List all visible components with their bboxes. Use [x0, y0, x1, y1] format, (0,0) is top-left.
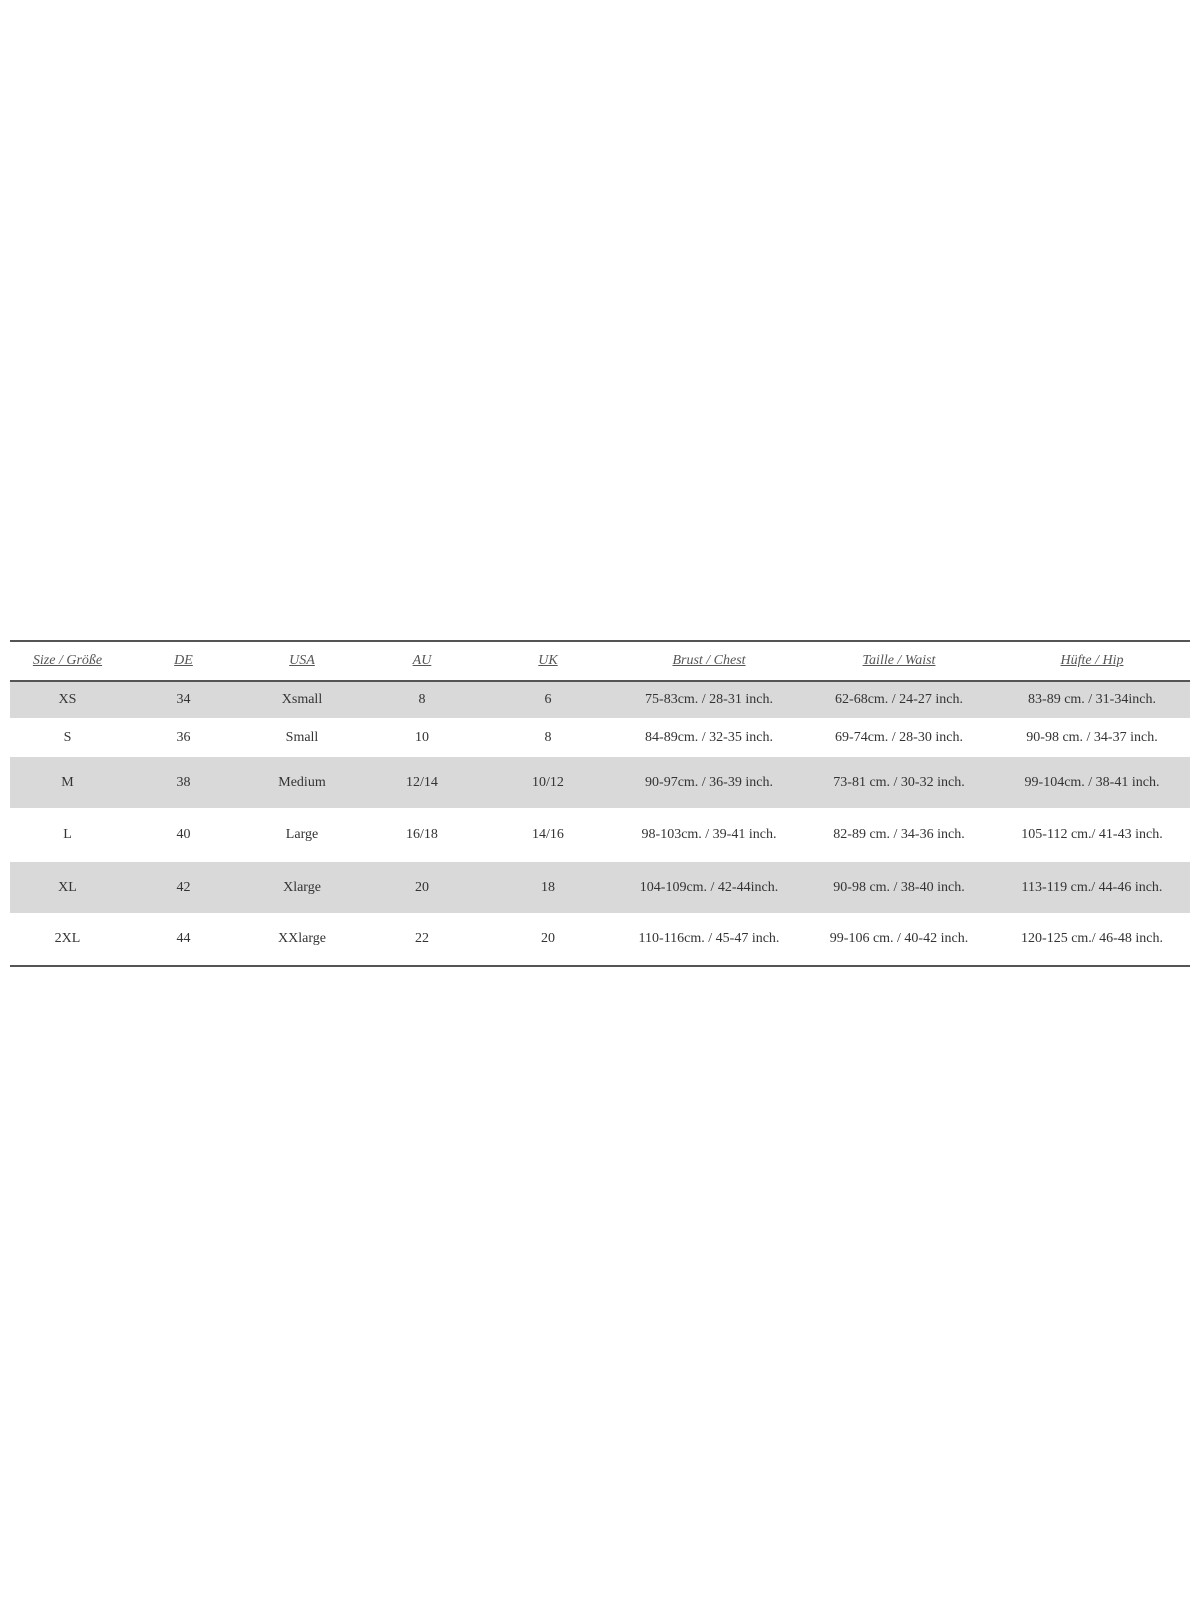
- cell-usa: Large: [285, 827, 319, 842]
- cell-waist: 90-98 cm. / 38-40 inch.: [804, 862, 994, 913]
- cell-de: 44: [176, 931, 191, 946]
- cell-waist: 73-81 cm. / 30-32 inch.: [804, 757, 994, 808]
- header-usa: USA: [289, 653, 315, 668]
- header-chest: Brust / Chest: [672, 653, 746, 668]
- cell-chest: 104-109cm. / 42-44inch.: [614, 862, 804, 913]
- cell-waist: 99-106 cm. / 40-42 inch.: [829, 931, 969, 946]
- table-row: [10, 681, 1190, 718]
- header-row: [10, 642, 1190, 681]
- cell-hip: 113-119 cm./ 44-46 inch.: [994, 862, 1190, 913]
- cell-usa: Medium: [242, 757, 362, 808]
- cell-uk: 20: [541, 931, 555, 946]
- cell-waist: 69-74cm. / 28-30 inch.: [835, 729, 963, 745]
- table-row: [10, 757, 1190, 808]
- cell-hip: 120-125 cm./ 46-48 inch.: [1021, 931, 1163, 946]
- size-chart-table: [10, 642, 1190, 965]
- cell-uk: 18: [482, 862, 614, 913]
- header-uk: UK: [538, 653, 558, 668]
- cell-size: XL: [10, 862, 125, 913]
- header-size: Size / Größe: [32, 653, 103, 668]
- cell-chest: 75-83cm. / 28-31 inch.: [614, 681, 804, 718]
- cell-hip: 83-89 cm. / 31-34inch.: [994, 681, 1190, 718]
- cell-hip: 105-112 cm./ 41-43 inch.: [1021, 827, 1163, 842]
- header-hip: Hüfte / Hip: [1060, 653, 1124, 668]
- table-row: [10, 862, 1190, 913]
- header-de: DE: [174, 653, 193, 668]
- cell-usa: XXlarge: [278, 931, 326, 946]
- cell-au: 22: [415, 931, 429, 946]
- cell-au: 16/18: [406, 827, 438, 842]
- cell-au: 10: [415, 729, 429, 745]
- cell-uk: 8: [544, 729, 552, 745]
- header-au: AU: [412, 653, 432, 668]
- cell-size: M: [10, 757, 125, 808]
- header-waist: Taille / Waist: [862, 653, 936, 668]
- cell-uk: 6: [482, 681, 614, 718]
- cell-usa: Xsmall: [242, 681, 362, 718]
- table-row: [10, 808, 1190, 862]
- cell-uk: 14/16: [532, 827, 564, 842]
- cell-usa: Small: [285, 729, 319, 745]
- table-row: [10, 718, 1190, 757]
- cell-de: 38: [125, 757, 242, 808]
- cell-au: 12/14: [362, 757, 482, 808]
- cell-au: 8: [362, 681, 482, 718]
- cell-chest: 90-97cm. / 36-39 inch.: [614, 757, 804, 808]
- cell-waist: 62-68cm. / 24-27 inch.: [804, 681, 994, 718]
- cell-chest: 98-103cm. / 39-41 inch.: [641, 827, 777, 842]
- cell-au: 20: [362, 862, 482, 913]
- cell-waist: 82-89 cm. / 34-36 inch.: [833, 827, 965, 842]
- cell-hip: 99-104cm. / 38-41 inch.: [994, 757, 1190, 808]
- cell-hip: 90-98 cm. / 34-37 inch.: [1026, 729, 1158, 745]
- cell-uk: 10/12: [482, 757, 614, 808]
- cell-size: S: [63, 729, 72, 745]
- cell-de: 36: [176, 729, 191, 745]
- cell-chest: 84-89cm. / 32-35 inch.: [645, 729, 773, 745]
- cell-size: 2XL: [54, 931, 81, 946]
- cell-usa: Xlarge: [242, 862, 362, 913]
- table-row: [10, 913, 1190, 965]
- cell-size: XS: [10, 681, 125, 718]
- cell-de: 34: [125, 681, 242, 718]
- size-chart: [10, 640, 1190, 967]
- cell-chest: 110-116cm. / 45-47 inch.: [638, 931, 780, 946]
- cell-size: L: [63, 827, 72, 842]
- cell-de: 42: [125, 862, 242, 913]
- cell-de: 40: [176, 827, 191, 842]
